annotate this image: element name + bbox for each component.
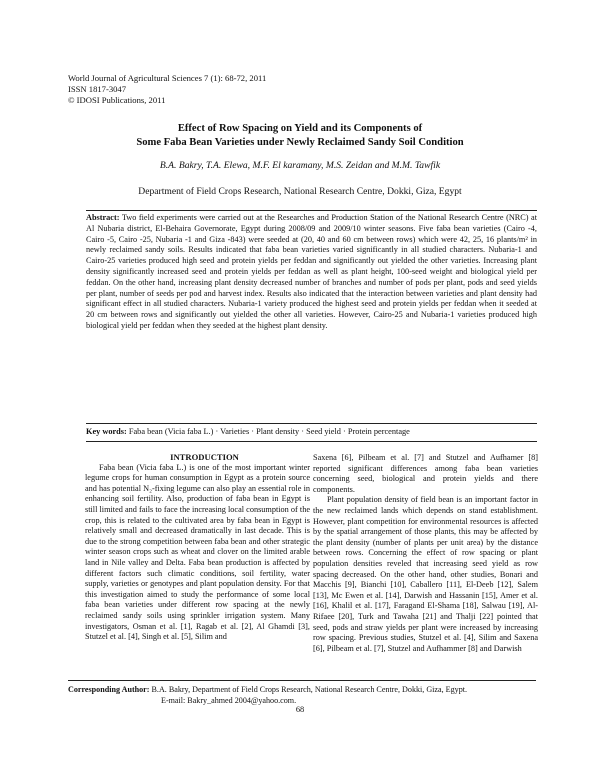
author-list: B.A. Bakry, T.A. Elewa, M.F. El karamany, M.S. Zeidan and M.M. Tawfik	[159, 160, 441, 171]
paper-title-line-2: Some Faba Bean Varieties under Newly Reclaimed Sandy Soil Condition	[136, 137, 464, 148]
footnote-rule	[68, 680, 536, 681]
corresponding-email: E-mail: Bakry_ahmed 2004@yahoo.com.	[161, 696, 297, 705]
keywords-label: Key words:	[86, 427, 127, 436]
journal-header	[68, 73, 266, 107]
abstract	[86, 213, 537, 332]
intro-paragraph-1: Faba bean (Vicia faba L.) is one of the most important winter legume crops for human consumption in Egypt as a protein source and has potential N₂-fixing legume can also play an essential role in enhancing soil fertility. Also, production of faba bean in Egypt is still limited and fails to face the increasing local consumption of the crop, this is related to the cultivated area by faba bean in Egypt is relatively small and decreased dramatically in last decade. This is due to the strong competition between faba bean and other strategic winter season crops such as wheat and clover on the limited arable land in Nile valley and Delta. Faba bean production is affected by different factors such climatic conditions, soil fertility, water supply, varieties or genotypes and plant population density. For that this investigation aimed to study the performance of some local faba bean varieties under different row spacing at the newly reclaimed sandy soils using sprinkler irrigation system. Many investigators, Osman et al. [1], Ragab et al. [2], Al Ghamdi [3], Stutzel et al. [4], Singh et al. [5], Silim and	[85, 462, 310, 642]
keyword: Varieties	[220, 427, 250, 436]
section-heading: INTRODUCTION	[170, 452, 239, 462]
keyword: Faba bean (Vicia faba L.)	[128, 427, 214, 436]
journal-citation: World Journal of Agricultural Sciences 7 (1): 68-72, 2011	[68, 73, 267, 83]
right-column	[313, 453, 538, 654]
keywords: Key words: Faba bean (Vicia faba L.) · Varieties · Plant density · Seed yield · Protein percentage	[86, 427, 410, 436]
keyword: Protein percentage	[347, 427, 410, 436]
keyword: Plant density	[256, 427, 300, 436]
abstract-label: Abstract:	[86, 213, 120, 222]
intro-paragraph-2: Saxena [6], Pilbeam et al. [7] and Stutzel and Aufhamer [8] reported significant differences among faba bean varieties concerning seed, biological and protein yields and there components.	[313, 453, 538, 494]
keywords-top-rule	[86, 423, 537, 424]
page-number: 68	[295, 705, 305, 714]
intro-paragraph-3: Plant population density of field bean is an important factor in the new reclaimed lands which depends on stand establishment. However, plant competition for environmental resources is affected by the spatial arrangement of those plants, this may be affected by the plant density (number of plants per unit area) by the distance between rows. Concerning the effect of row spacing or plant population densities reveled that increasing seed yield as row spacing decreased. On the other hand, other studies, Bonari and Macchis [9], Bianchi [10], Caballero [11], El-Deeb [12], Salem [13], Mc Ewen et al. [14], Darwish and Hassanin [15], Amer et al. [16], Khalil et al. [17], Faragand El-Shama [18], Salwau [19], Al-Rifaee [20], Turk and Tawaha [21] and Thalji [22] pointed that seed, pods and straw yields per plant were increased by increasing row spacing. Previous studies, Stutzel et al. [4], Silim and Saxena [6], Pilbeam et al. [7], Stutzel and Aufhammer [8] and Darwish	[313, 495, 538, 653]
abstract-text: Two field experiments were carried out at the Researches and Production Station of the National Research Centre (NRC) at Al Nubaria district, El-Behaira Governorate, Egypt during 2008/09 and 2009/10 winter seasons. Five faba bean varieties (Cairo -4, Cairo -5, Cairo -25, Nubaria -1 and Giza -843) were seeded at (20, 40 and 60 cm between rows) which were 42, 25, 16 plants/m² in newly reclaimed sandy soils. Results indicated that faba bean varieties varied significantly in all studied characters. Nubaria-1 and Cairo-25 varieties produced high seed and protein yields per feddan and significantly out yielded the other varieties. Increasing plant density significantly increased seed and protein yields per feddan as well as plant height, 100-seed weight and biological yield per feddan. On the other hand, increasing plant density decreased number of branches and number of pods per plant, pods and seed yields per plant, number of seeds per pod and harvest index. Results also indicated that the interaction between varieties and plant density had significant effect in all studied characters. Nubaria-1 variety produced the highest seed and protein yields per feddan when it seeded at 20 cm between rows and significantly out yielded the other all varieties. However, Cairo-25 and Nubaria-1 varieties produced high biological yield per feddan when they seeded at the highest plant density.	[86, 213, 537, 330]
left-column	[85, 452, 310, 643]
affiliation: Department of Field Crops Research, National Research Centre, Dokki, Giza, Egypt	[138, 186, 462, 197]
corresponding-author	[68, 684, 467, 706]
keyword: Seed yield	[306, 427, 341, 436]
corresponding-text: B.A. Bakry, Department of Field Crops Research, National Research Centre, Dokki, Giza, Egypt.	[151, 685, 468, 694]
journal-issn: ISSN 1817-3047	[68, 84, 127, 95]
paper-title-line-1: Effect of Row Spacing on Yield and its Components of	[177, 123, 423, 134]
keywords-bottom-rule	[86, 441, 537, 442]
abstract-top-rule	[86, 210, 537, 211]
journal-copyright: © IDOSI Publications, 2011	[68, 95, 166, 106]
paper-title	[60, 122, 540, 150]
corresponding-label: Corresponding Author:	[68, 685, 150, 694]
